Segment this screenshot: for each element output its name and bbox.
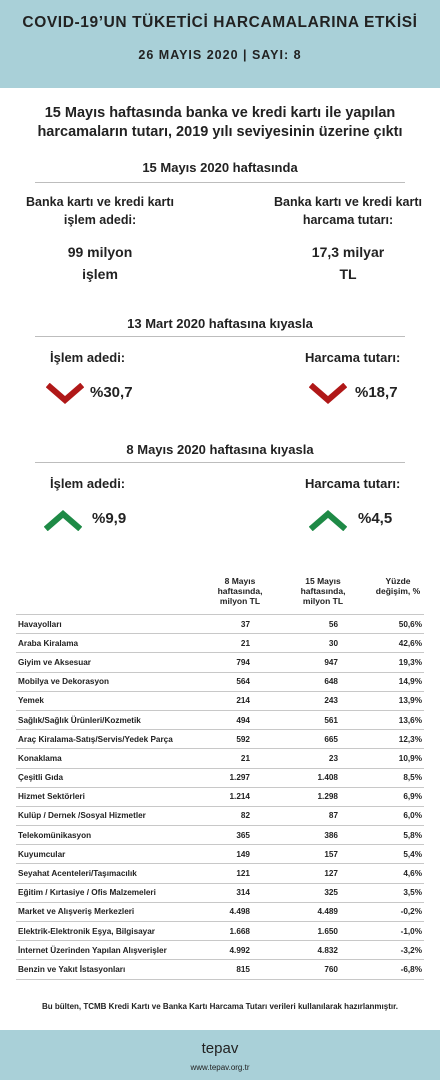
category-cell: Havayolları	[16, 615, 186, 634]
may8-value-cell: 37	[186, 615, 264, 634]
change-cell: 10,9%	[352, 749, 424, 768]
category-cell: Araç Kiralama-Satış/Servis/Yedek Parça	[16, 730, 186, 749]
may15-value-cell: 1.650	[264, 922, 352, 941]
arrow-down-icon	[46, 383, 84, 405]
table-row	[16, 883, 424, 902]
change-cell: 8,5%	[352, 768, 424, 787]
may8-value-cell: 1.297	[186, 768, 264, 787]
table-row	[16, 845, 424, 864]
table-row	[16, 806, 424, 825]
change-cell: 12,3%	[352, 730, 424, 749]
change-cell: 13,9%	[352, 691, 424, 710]
change-cell: 3,5%	[352, 883, 424, 902]
table-row	[16, 672, 424, 691]
may15-value-cell: 157	[264, 845, 352, 864]
may-count-label: İşlem adedi:	[50, 476, 126, 491]
count-value: 99 milyon işlem	[67, 244, 133, 282]
header-cell: 8 Mayıs haftasında, milyon TL	[217, 576, 263, 606]
category-cell: Kuyumcular	[16, 845, 186, 864]
table-row	[16, 826, 424, 845]
table-row	[16, 653, 424, 672]
change-cell: 6,9%	[352, 787, 424, 806]
arrow-down-icon	[309, 383, 347, 405]
change-cell: 4,6%	[352, 864, 424, 883]
may15-value-cell: 87	[264, 806, 352, 825]
category-cell: Giyim ve Aksesuar	[16, 653, 186, 672]
may8-value-cell: 365	[186, 826, 264, 845]
change-cell: -6,8%	[352, 960, 424, 979]
may8-value-cell: 314	[186, 883, 264, 902]
header-cell: Yüzde değişim, %	[375, 576, 421, 596]
category-cell: Kulüp / Dernek /Sosyal Hizmetler	[16, 806, 186, 825]
category-cell: Market ve Alışveriş Merkezleri	[16, 902, 186, 921]
bulletin-title: COVID-19’UN TÜKETİCİ HARCAMALARINA ETKİSİ	[22, 14, 418, 31]
may15-value-cell: 1.298	[264, 787, 352, 806]
may15-value-cell: 56	[264, 615, 352, 634]
table-row	[16, 749, 424, 768]
may8-value-cell: 564	[186, 672, 264, 691]
headline: 15 Mayıs haftasında banka ve kredi kartı ile yapılan harcamaların tutarı, 2019 yılı seviyesinin üzerine çıktı	[37, 105, 403, 140]
may8-value-cell: 21	[186, 749, 264, 768]
count-stat	[10, 193, 190, 285]
category-cell: Elektrik-Elektronik Eşya, Bilgisayar	[16, 922, 186, 941]
may8-value-cell: 815	[186, 960, 264, 979]
website-link[interactable]: www.tepav.org.tr	[190, 1063, 250, 1072]
may15-value-cell: 947	[264, 653, 352, 672]
change-cell: 42,6%	[352, 634, 424, 653]
may15-value-cell: 561	[264, 710, 352, 729]
category-cell: Konaklama	[16, 749, 186, 768]
change-cell: -3,2%	[352, 941, 424, 960]
may8-value-cell: 121	[186, 864, 264, 883]
category-cell: Sağlık/Sağlık Ürünleri/Kozmetik	[16, 710, 186, 729]
amount-stat	[258, 193, 438, 285]
change-cell: 5,8%	[352, 826, 424, 845]
table-row	[16, 922, 424, 941]
table-row	[16, 941, 424, 960]
may15-value-cell: 325	[264, 883, 352, 902]
category-cell: Çeşitli Gıda	[16, 768, 186, 787]
may15-value-cell: 23	[264, 749, 352, 768]
march-count-pct: %30,7	[90, 384, 133, 401]
issue-date: 26 MAYIS 2020 | SAYI: 8	[138, 48, 302, 62]
may15-value-cell: 4.489	[264, 902, 352, 921]
table-row	[16, 730, 424, 749]
may15-value-cell: 243	[264, 691, 352, 710]
may8-value-cell: 21	[186, 634, 264, 653]
may15-value-cell: 30	[264, 634, 352, 653]
may-count-pct: %9,9	[92, 510, 127, 527]
may8-value-cell: 494	[186, 710, 264, 729]
category-cell: Mobilya ve Dekorasyon	[16, 672, 186, 691]
divider	[35, 336, 405, 337]
category-cell: Benzin ve Yakıt İstasyonları	[16, 960, 186, 979]
category-cell: Araba Kiralama	[16, 634, 186, 653]
change-cell: 13,6%	[352, 710, 424, 729]
amount-value: 17,3 milyar TL	[311, 244, 385, 282]
may15-value-cell: 648	[264, 672, 352, 691]
change-cell: 50,6%	[352, 615, 424, 634]
category-cell: İnternet Üzerinden Yapılan Alışverişler	[16, 941, 186, 960]
category-cell: Seyahat Acenteleri/Taşımacılık	[16, 864, 186, 883]
brand-logo: tepav	[201, 1040, 239, 1057]
change-cell: 19,3%	[352, 653, 424, 672]
category-cell: Eğitim / Kırtasiye / Ofis Malzemeleri	[16, 883, 186, 902]
march-count-label: İşlem adedi:	[50, 350, 126, 365]
may15-value-cell: 4.832	[264, 941, 352, 960]
category-cell: Hizmet Sektörleri	[16, 787, 186, 806]
may15-value-cell: 760	[264, 960, 352, 979]
may8-value-cell: 1.668	[186, 922, 264, 941]
table-row	[16, 787, 424, 806]
count-label: Banka kartı ve kredi kartı işlem adedi:	[26, 195, 174, 227]
may-amount-pct: %4,5	[358, 510, 393, 527]
may15-value-cell: 665	[264, 730, 352, 749]
header-cell	[16, 570, 186, 615]
arrow-up-icon	[44, 509, 82, 531]
may8-value-cell: 794	[186, 653, 264, 672]
arrow-up-icon	[309, 509, 347, 531]
table-header-row	[16, 570, 424, 615]
category-cell: Telekomünikasyon	[16, 826, 186, 845]
header-cell: 15 Mayıs haftasında, milyon TL	[300, 576, 346, 606]
table-row	[16, 634, 424, 653]
week-section-title: 15 Mayıs 2020 haftasında	[142, 160, 298, 175]
footer-banner	[0, 1030, 440, 1080]
table-row	[16, 615, 424, 634]
may-amount-label: Harcama tutarı:	[305, 476, 401, 491]
table-row	[16, 960, 424, 979]
march-amount-label: Harcama tutarı:	[305, 350, 401, 365]
spending-table	[16, 570, 424, 980]
may-section-title: 8 Mayıs 2020 haftasına kıyasla	[126, 442, 314, 457]
source-note: Bu bülten, TCMB Kredi Kartı ve Banka Kartı Harcama Tutarı verileri kullanılarak hazırlanmıştır.	[42, 1002, 398, 1011]
table-row	[16, 902, 424, 921]
may8-value-cell: 82	[186, 806, 264, 825]
header-banner	[0, 0, 440, 88]
table-row	[16, 710, 424, 729]
may15-value-cell: 386	[264, 826, 352, 845]
may8-value-cell: 4.992	[186, 941, 264, 960]
change-cell: 6,0%	[352, 806, 424, 825]
change-cell: -1,0%	[352, 922, 424, 941]
march-section-title: 13 Mart 2020 haftasına kıyasla	[127, 316, 313, 331]
category-cell: Yemek	[16, 691, 186, 710]
may15-value-cell: 1.408	[264, 768, 352, 787]
may8-value-cell: 1.214	[186, 787, 264, 806]
table-row	[16, 691, 424, 710]
change-cell: 5,4%	[352, 845, 424, 864]
may8-value-cell: 4.498	[186, 902, 264, 921]
divider	[35, 462, 405, 463]
march-amount-pct: %18,7	[355, 384, 398, 401]
may8-value-cell: 214	[186, 691, 264, 710]
change-cell: -0,2%	[352, 902, 424, 921]
divider	[35, 182, 405, 183]
may8-value-cell: 592	[186, 730, 264, 749]
amount-label: Banka kartı ve kredi kartı harcama tutarı:	[274, 195, 422, 227]
may8-value-cell: 149	[186, 845, 264, 864]
change-cell: 14,9%	[352, 672, 424, 691]
table-row	[16, 768, 424, 787]
may15-value-cell: 127	[264, 864, 352, 883]
table-row	[16, 864, 424, 883]
